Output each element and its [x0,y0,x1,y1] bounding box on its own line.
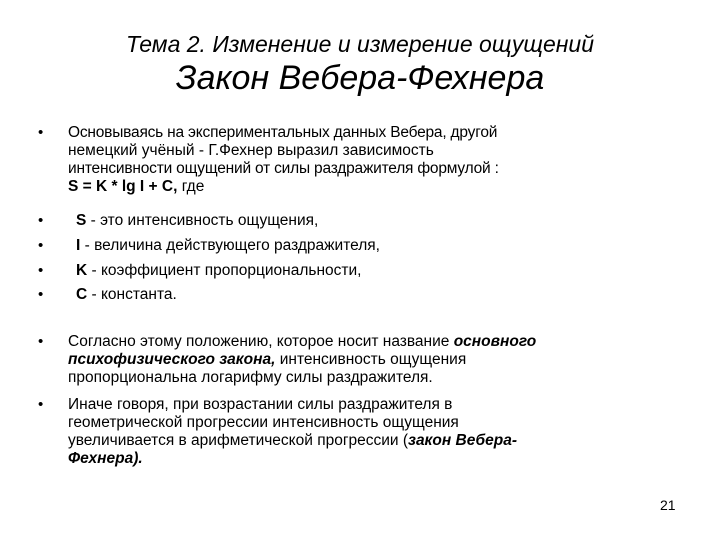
law-text: Согласно этому положению, которое носит название [68,333,454,350]
intro-line: немецкий учёный - Г.Фехнер выразил зависимость [68,142,434,159]
bullet-marker: • [38,262,44,279]
law-line [68,351,708,369]
list-item-intro [68,124,708,196]
bullet-marker: • [38,396,44,413]
list-item-k [76,262,716,280]
page-number: 21 [660,497,676,513]
bullet-marker: • [38,212,44,229]
bullet-marker: • [38,333,44,350]
list-item-s [76,212,716,230]
otherwise-line [68,432,708,450]
symbol-k: K [76,262,88,279]
definition-i: - величина действующего раздражителя, [80,237,380,254]
law-line [68,333,708,351]
list-item-i [76,237,716,255]
otherwise-line: геометрической прогрессии интенсивность ощущения [68,414,459,431]
formula-suffix: где [177,178,205,195]
law-emphasis: психофизического закона, [68,351,276,368]
definition-s: - это интенсивность ощущения, [86,212,319,229]
otherwise-line [68,450,708,468]
page-title: Закон Вебера-Фехнера [175,59,545,97]
otherwise-text: увеличивается в арифметической прогрессии ( [68,432,409,449]
symbol-i: I [76,237,81,254]
law-text: интенсивность ощущения [275,351,467,368]
definition-c: - константа. [87,286,177,303]
bullet-marker: • [38,124,44,141]
topic-heading: Тема 2. Изменение и измерение ощущений [125,31,595,57]
law-name: закон Вебера- [408,432,518,449]
bullet-marker: • [38,286,44,303]
otherwise-line: Иначе говоря, при возрастании силы раздражителя в [68,396,453,413]
formula-line [68,178,708,196]
definition-k: - коэффициент пропорциональности, [87,262,362,279]
bullet-marker: • [38,237,44,254]
intro-line: интенсивности ощущений от силы раздражителя формулой : [68,160,499,177]
list-item-otherwise [68,396,708,468]
intro-line: Основываясь на экспериментальных данных Вебера, другой [68,124,498,141]
law-emphasis: основного [453,333,537,350]
symbol-s: S [76,212,87,229]
symbol-c: С [76,286,88,303]
law-name: Фехнера). [68,450,143,467]
formula: S = K * lg I + C, [68,178,178,195]
list-item-law [68,333,708,387]
list-item-c [76,286,716,304]
law-line: пропорциональна логарифму силы раздражителя. [68,369,433,386]
